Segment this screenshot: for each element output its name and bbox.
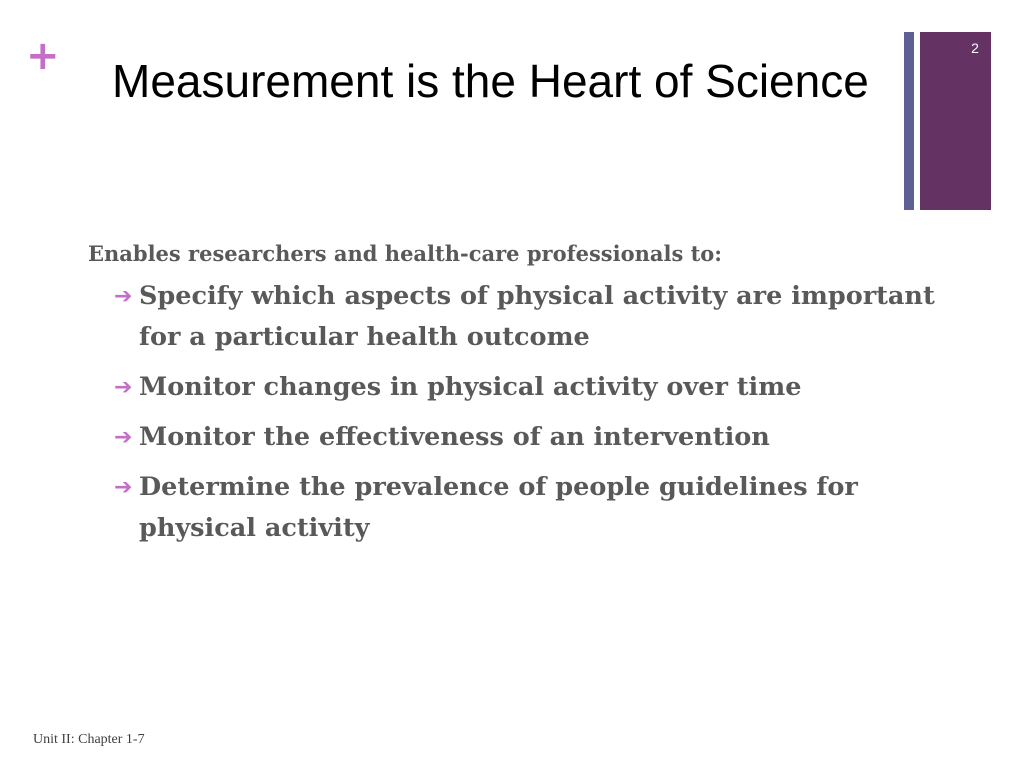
- right-arrow-icon: ➔: [114, 425, 133, 450]
- bullet-item: [88, 276, 948, 358]
- right-arrow-icon: ➔: [114, 284, 133, 309]
- right-arrow-icon: ➔: [114, 375, 133, 400]
- bullet-item: [88, 417, 948, 458]
- bullet-text: Monitor changes in physical activity over time: [139, 372, 802, 402]
- right-arrow-icon: ➔: [114, 475, 133, 500]
- bullet-item: [88, 367, 948, 408]
- bullet-text: Monitor the effectiveness of an intervention: [139, 422, 770, 452]
- bullet-list: [88, 276, 948, 549]
- slide-content: [88, 236, 948, 558]
- plus-icon: +: [26, 33, 60, 79]
- intro-text: Enables researchers and health-care professionals to:: [88, 241, 723, 266]
- accent-stripe: [904, 32, 914, 210]
- bullet-text: Specify which aspects of physical activity are important for a particular health outcome: [139, 281, 935, 352]
- accent-block: [920, 32, 991, 210]
- footer-text: Unit II: Chapter 1-7: [33, 732, 145, 747]
- slide-number: 2: [971, 40, 979, 56]
- bullet-text: Determine the prevalence of people guidelines for physical activity: [139, 472, 858, 543]
- bullet-item: [88, 467, 948, 549]
- slide-title: Measurement is the Heart of Science: [112, 55, 869, 107]
